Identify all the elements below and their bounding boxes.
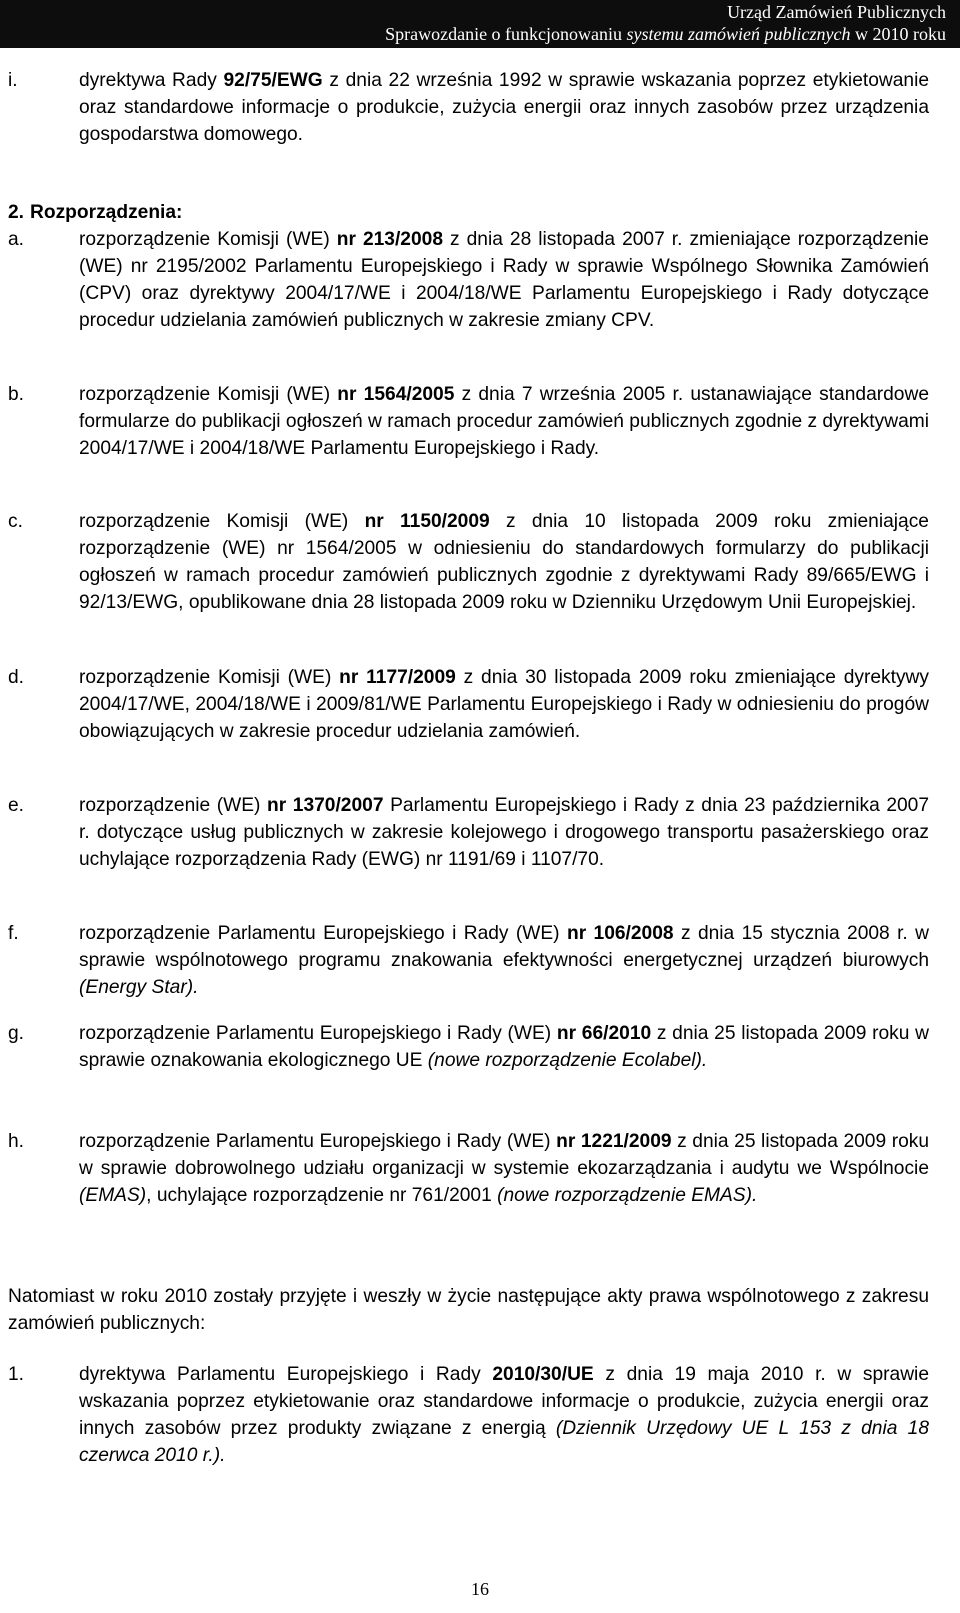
- item-text: [79, 381, 929, 462]
- header-institution: Urząd Zamówień Publicznych: [727, 2, 946, 22]
- text-run: z dnia 30 listopada 2009 roku zmieniające dyrektywy 2004/17/WE, 2004/18/WE i 2009/81/WE Parlamentu Europejskiego i Rady w odniesieniu do progów obowiązujących w zakresie procedur udzielania zamówień.: [79, 667, 929, 742]
- text-run: z dnia 25 listopada 2009 roku w sprawie oznakowania ekologicznego UE: [79, 1023, 930, 1071]
- item-marker: c.: [8, 511, 23, 532]
- item-text: [79, 67, 929, 148]
- text-run: dyrektywa Rady: [79, 70, 224, 91]
- bold-run: nr 66/2010: [556, 1023, 652, 1044]
- italic-run: (Energy Star).: [79, 977, 199, 998]
- bold-run: nr 1221/2009: [556, 1131, 672, 1152]
- item-text: [79, 1361, 929, 1469]
- text-run: z dnia 22 września 1992 w sprawie wskazania poprzez etykietowanie oraz standardowe informacje o produkcie, zużycia energii oraz innych zasobów przez urządzenia gospodarstwa domowego.: [79, 70, 930, 145]
- text-run: z dnia 15 stycznia 2008 r. w sprawie wspólnotowego programu znakowania efektywności energetycznej urządzeń biurowych: [79, 923, 929, 971]
- bold-run: 92/75/EWG: [223, 70, 323, 91]
- text-run: z dnia 28 listopada 2007 r. zmieniające rozporządzenie (WE) nr 2195/2002 Parlamentu Europejskiego i Rady w sprawie Wspólnego Słownika Zamówień (CPV) oraz dyrektywy 2004/17/WE i 2004/18/WE Parlamentu Europejskiego i Rady dotyczące procedur udzielania zamówień publicznych w zakresie zmiany CPV.: [79, 229, 929, 331]
- item-marker: i.: [8, 70, 18, 91]
- paragraph-2010-intro: Natomiast w roku 2010 zostały przyjęte i weszły w życie następujące akty prawa wspólnotowego z zakresu zamówień publicznych:: [8, 1286, 929, 1334]
- item-text: [79, 664, 929, 745]
- text-run: rozporządzenie Parlamentu Europejskiego i Rady (WE): [79, 1131, 557, 1152]
- item-marker: a.: [8, 229, 25, 250]
- item-text: [79, 508, 929, 616]
- text-run: z dnia 7 września 2005 r. ustanawiające standardowe formularze do publikacji ogłoszeń w ramach procedur zamówień publicznych zgodnie z dyrektywami 2004/17/WE i 2004/18/WE Parlamentu Europejskiego i Rady.: [79, 384, 929, 459]
- bold-run: nr 213/2008: [336, 229, 443, 250]
- bold-run: nr 1177/2009: [339, 667, 456, 688]
- item-text: [79, 1128, 929, 1209]
- item-text: [30, 199, 880, 226]
- text-run: rozporządzenie Komisji (WE): [79, 667, 340, 688]
- text-run: z dnia 19 maja 2010 r. w sprawie wskazania poprzez etykietowanie oraz standardowe informacje o produkcie, zużycia energii oraz innych zasobów przez produkty związane z energią: [79, 1364, 929, 1439]
- text-run: rozporządzenie (WE): [79, 795, 268, 816]
- header-report-title: Sprawozdanie o funkcjonowaniu systemu zamówień publicznych w 2010 roku: [385, 24, 946, 44]
- item-marker: d.: [8, 667, 25, 688]
- text-run: z dnia 25 listopada 2009 roku w sprawie dobrowolnego udziału organizacji w systemie ekozarządzania i audytu we Wspólnocie: [79, 1131, 930, 1179]
- item-text: [79, 226, 929, 334]
- item-marker: g.: [8, 1023, 25, 1044]
- bold-run: Rozporządzenia:: [30, 202, 183, 223]
- item-text: [79, 1020, 929, 1074]
- italic-run: (Dziennik Urzędowy UE L 153 z dnia 18 czerwca 2010 r.).: [79, 1418, 929, 1466]
- italic-run: (EMAS): [79, 1185, 147, 1206]
- text-run: rozporządzenie Komisji (WE): [79, 384, 338, 405]
- text-run: , uchylające rozporządzenie nr 761/2001: [146, 1185, 498, 1206]
- text-run: z dnia 10 listopada 2009 roku zmieniające rozporządzenie (WE) nr 1564/2005 w odniesieniu do standardowych formularzy do publikacji ogłoszeń w ramach procedur zamówień publicznych zgodnie z dyrektywami Rady 89/665/EWG i 92/13/EWG, opublikowane dnia 28 listopada 2009 roku w Dzienniku Urzędowym Unii Europejskiej.: [79, 511, 929, 613]
- bold-run: nr 1150/2009: [364, 511, 490, 532]
- item-text: [79, 792, 929, 873]
- item-marker: 2.: [8, 202, 25, 223]
- item-text: [79, 920, 929, 1001]
- text-run: rozporządzenie Parlamentu Europejskiego i Rady (WE): [79, 1023, 557, 1044]
- item-marker: f.: [8, 923, 19, 944]
- text-run: Parlamentu Europejskiego i Rady z dnia 23 października 2007 r. dotyczące usług publicznych w zakresie kolejowego i drogowego transportu pasażerskiego oraz uchylające rozporządzenia Rady (EWG) nr 1191/69 i 1107/70.: [79, 795, 930, 870]
- page-header: [0, 0, 960, 48]
- italic-run: (nowe rozporządzenie EMAS).: [497, 1185, 758, 1206]
- bold-run: nr 106/2008: [566, 923, 674, 944]
- item-marker: h.: [8, 1131, 25, 1152]
- text-run: rozporządzenie Komisji (WE): [79, 511, 365, 532]
- item-marker: 1.: [8, 1364, 25, 1385]
- bold-run: nr 1370/2007: [267, 795, 384, 816]
- item-marker: e.: [8, 795, 25, 816]
- text-run: dyrektywa Parlamentu Europejskiego i Rady: [79, 1364, 493, 1385]
- italic-run: (nowe rozporządzenie Ecolabel).: [427, 1050, 708, 1071]
- bold-run: 2010/30/UE: [492, 1364, 594, 1385]
- page-number: 16: [471, 1579, 489, 1599]
- bold-run: nr 1564/2005: [337, 384, 455, 405]
- text-run: rozporządzenie Parlamentu Europejskiego i Rady (WE): [79, 923, 567, 944]
- text-run: rozporządzenie Komisji (WE): [79, 229, 337, 250]
- item-marker: b.: [8, 384, 25, 405]
